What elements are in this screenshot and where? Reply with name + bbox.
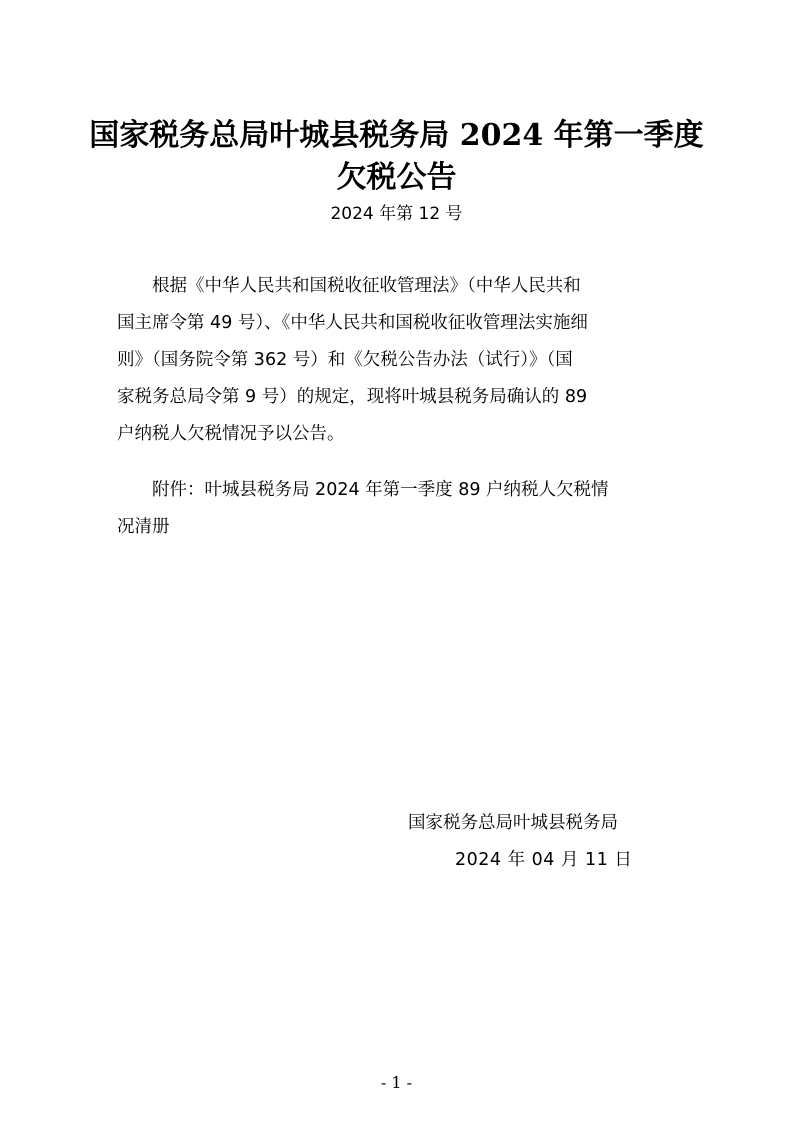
signature-organization: 国家税务总局叶城县税务局 (408, 813, 618, 833)
body-line: 户纳税人欠税情况予以公告。 (117, 424, 345, 444)
attachment-line: 况清册 (117, 517, 170, 537)
document-title-line-2: 欠税公告 (336, 160, 457, 195)
body-line: 则》（国务院令第 362 号）和《欠税公告办法（试行）》（国 (117, 350, 573, 370)
document-number: 2024 年第 12 号 (330, 204, 463, 224)
body-line: 根据《中华人民共和国税收征收管理法》（中华人民共和 (117, 276, 581, 296)
body-line: 家税务总局令第 9 号）的规定，现将叶城县税务局确认的 89 (117, 387, 588, 407)
attachment-line: 附件：叶城县税务局 2024 年第一季度 89 户纳税人欠税情 (117, 480, 609, 500)
document-title-line-1: 国家税务总局叶城县税务局 2024 年第一季度 (89, 118, 704, 153)
signature-date: 2024 年 04 月 11 日 (455, 850, 633, 870)
page-number: - 1 - (380, 1073, 413, 1092)
body-line: 国主席令第 49 号）、《中华人民共和国税收征收管理法实施细 (117, 313, 588, 333)
